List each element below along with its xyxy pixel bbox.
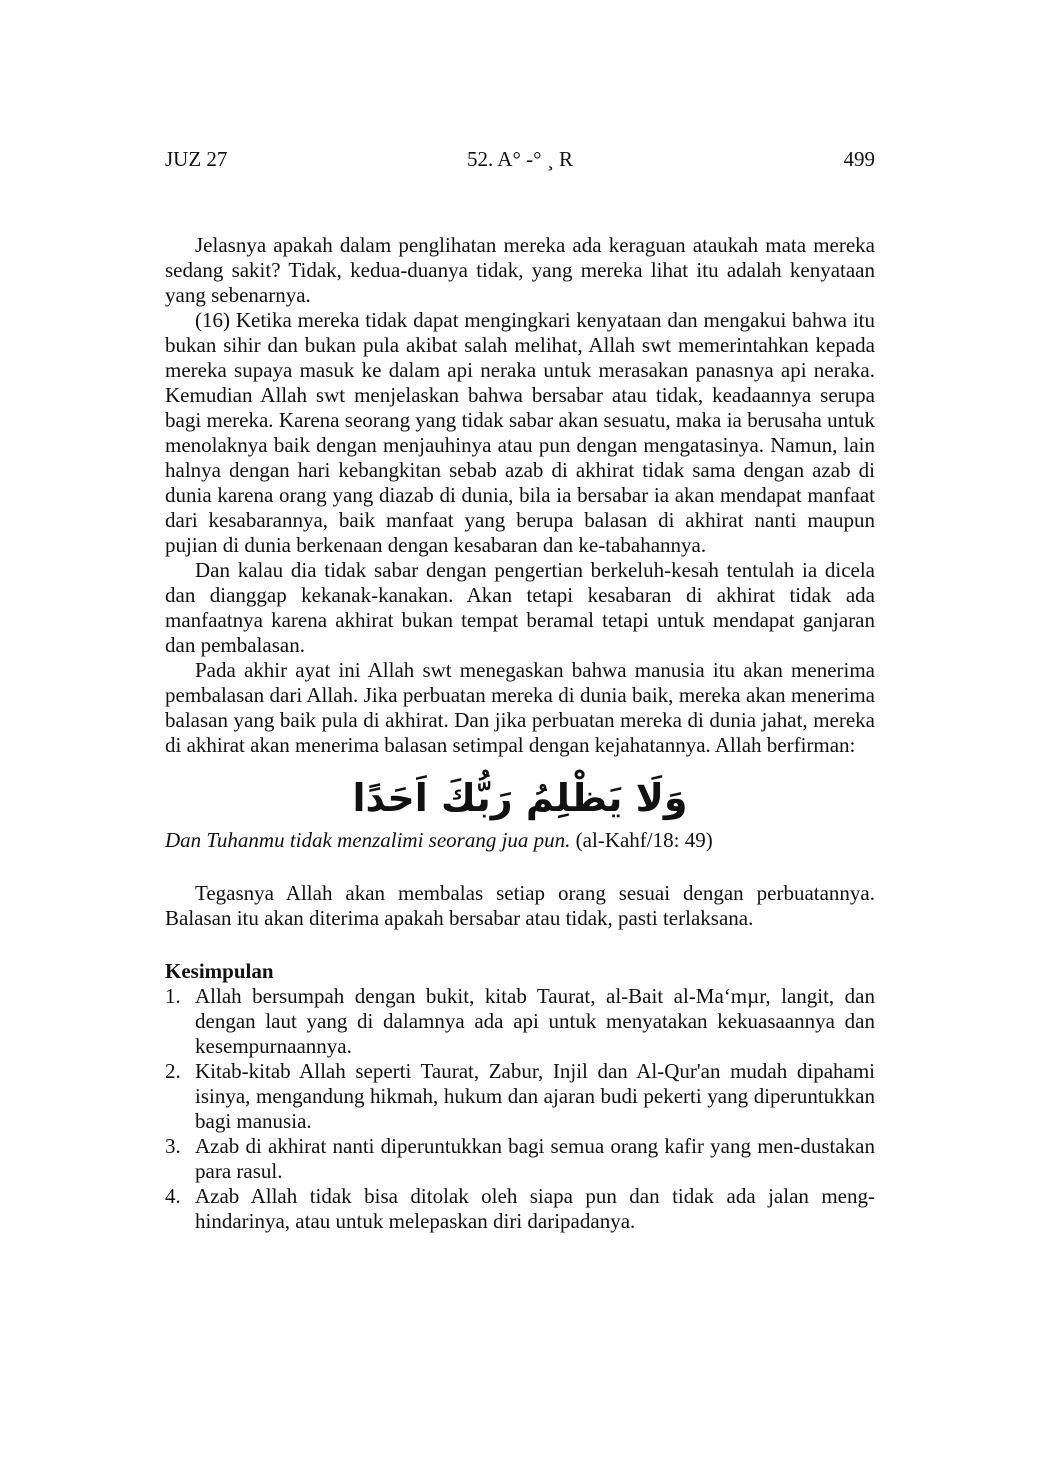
page-header [165,144,875,174]
list-item [165,1184,875,1234]
paragraph: Dan kalau dia tidak sabar dengan pengertian berkeluh-kesah tentulah ia dicela dan dianggap kekanak-kanakan. Akan tetapi kesabaran di akhirat tidak ada manfaatnya karena akhirat bukan tempat beramal tetapi untuk mendapat ganjaran dan pembalasan. [165,558,875,657]
list-item-number: 4. [165,1184,181,1208]
list-item [165,984,875,1059]
page-number: 499 [843,147,875,171]
list-item [165,1059,875,1134]
paragraph: Jelasnya apakah dalam penglihatan mereka ada keraguan ataukah mata mereka sedang sakit? Tidak, kedua-duanya tidak, yang mereka lihat itu adalah kenyataan yang sebenarnya. [165,233,875,307]
list-item-text: Allah bersumpah dengan bukit, kitab Taurat, al-Bait al-Ma‘mµr, langit, dan dengan laut yang di dalamnya ada api untuk menyatakan kekuasaannya dan kesempurnaannya. [195,984,875,1058]
quran-verse-arabic: وَلَا يَظْلِمُ رَبُّكَ اَحَدًا [352,776,688,820]
list-item-number: 1. [165,984,181,1008]
juz-label: JUZ 27 [165,147,228,171]
verse-translation-text: Dan Tuhanmu tidak menzalimi seorang jua pun. [165,828,571,852]
list-item-text: Azab di akhirat nanti diperuntukkan bagi semua orang kafir yang men-dustakan para rasul. [195,1134,875,1183]
list-item-text: Kitab-kitab Allah seperti Taurat, Zabur, Injil dan Al-Qur'an mudah dipahami isinya, mengandung hikmah, hukum dan ajaran budi pekerti yang diperuntukkan bagi manusia. [195,1059,875,1133]
paragraph: Pada akhir ayat ini Allah swt menegaskan bahwa manusia itu akan menerima pembalasan dari Allah. Jika perbuatan mereka di dunia baik, mereka akan menerima balasan yang baik pula di akhirat. Dan jika perbuatan mereka di dunia jahat, mereka di akhirat akan menerima balasan setimpal dengan kejahatannya. Allah berfirman: [165,658,875,757]
conclusion-title: Kesimpulan [165,959,274,983]
list-item-number: 3. [165,1134,181,1158]
page-body [165,233,875,1234]
verse-reference: (al-Kahf/18: 49) [570,828,713,852]
conclusion-list [165,984,875,1234]
list-item-text: Azab Allah tidak bisa ditolak oleh siapa pun dan tidak ada jalan meng-hindarinya, atau untuk melepaskan diri daripadanya. [195,1184,875,1233]
list-item [165,1134,875,1184]
closing-paragraph: Tegasnya Allah akan membalas setiap orang sesuai dengan perbuatannya. Balasan itu akan diterima apakah bersabar atau tidak, pasti terlaksana. [165,881,875,930]
list-item-number: 2. [165,1059,181,1083]
verse-translation [165,828,875,853]
paragraph: (16) Ketika mereka tidak dapat mengingkari kenyataan dan mengakui bahwa itu bukan sihir dan bukan pula akibat salah melihat, Allah swt memerintahkan kepada mereka supaya masuk ke dalam api neraka untuk merasakan panasnya api neraka. Kemudian Allah swt menjelaskan bahwa bersabar atau tidak, keadaannya serupa bagi mereka. Karena seorang yang tidak sabar akan sesuatu, maka ia berusaha untuk menolaknya baik dengan menjauhinya atau pun dengan mengatasinya. Namun, lain halnya dengan hari kebangkitan sebab azab di akhirat tidak sama dengan azab di dunia karena orang yang diazab di dunia, bila ia bersabar ia akan mendapat manfaat dari kesabarannya, baik manfaat yang berupa balasan di akhirat nanti maupun pujian di dunia berkenaan dengan kesabaran dan ke-tabahannya. [165,308,875,557]
surah-title: 52. A° -° ¸ R [466,147,574,171]
